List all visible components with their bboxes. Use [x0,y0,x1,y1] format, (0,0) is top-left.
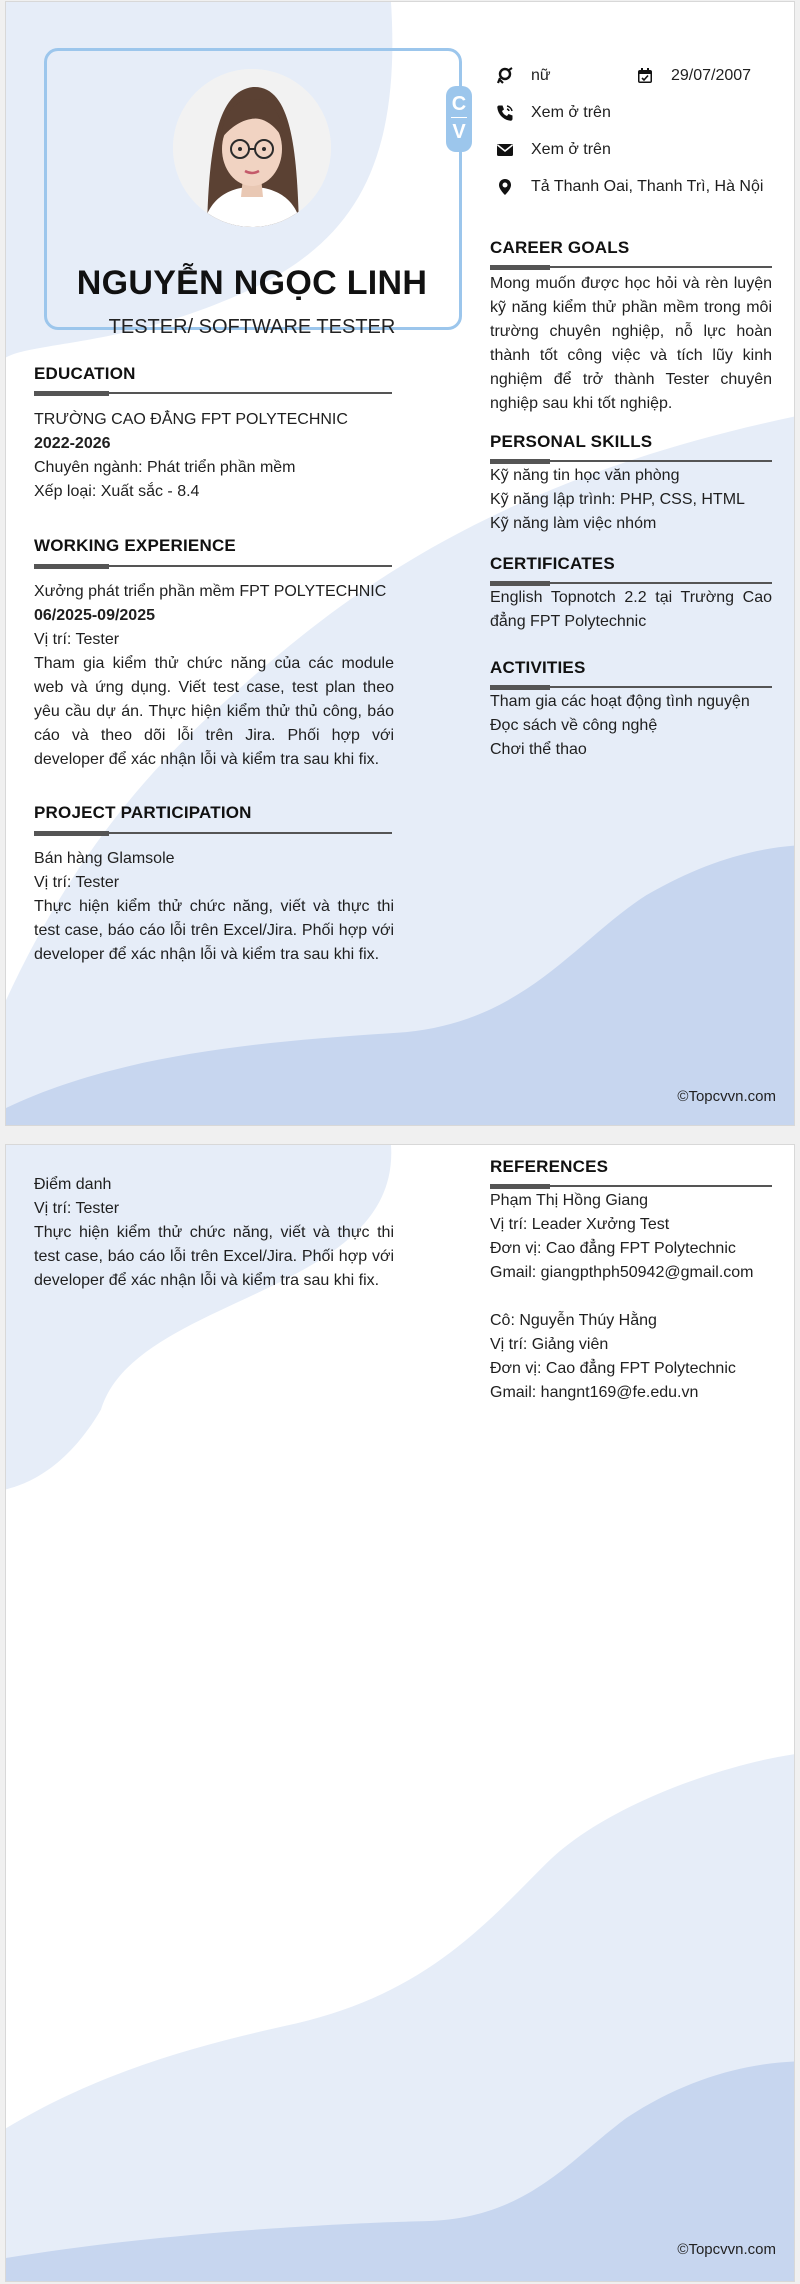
avatar [173,69,331,227]
reference-email: Gmail: hangnt169@fe.edu.vn [490,1384,699,1401]
experience-divider [34,565,392,567]
gender-value: nữ [531,67,551,84]
project-position: Vị trí: Tester [34,1200,120,1217]
reference-name: Cô: Nguyễn Thúy Hằng [490,1312,657,1329]
project-description: Thực hiện kiểm thử chức năng, viết và thực thi test case, báo cáo lỗi trên Excel/Jira. Phối hợp với developer để xác nhận lỗi và kiểm tra sau khi fix. [34,1224,394,1289]
reference-email: Gmail: giangpthph50942@gmail.com [490,1264,754,1281]
activity-item: Chơi thể thao [490,741,587,758]
project-item [34,847,394,967]
activities-list [490,690,772,762]
skills-divider [490,460,772,462]
skill-item: Kỹ năng làm việc nhóm [490,515,657,532]
avatar-photo [173,69,331,227]
reference-position: Vị trí: Leader Xưởng Test [490,1216,670,1233]
skill-item: Kỹ năng lập trình: PHP, CSS, HTML [490,491,745,508]
project-name: Bán hàng Glamsole [34,850,175,867]
experience-section [34,580,394,772]
activity-item: Tham gia các hoạt động tình nguyện [490,693,750,710]
birthday-value: 29/07/2007 [671,67,752,84]
education-heading: EDUCATION [34,364,136,383]
experience-company: Xưởng phát triển phần mềm FPT POLYTECHNIC [34,583,387,600]
email-icon [496,141,514,159]
project-description: Thực hiện kiểm thử chức năng, viết và thực thi test case, báo cáo lỗi trên Excel/Jira. Phối hợp với developer để xác nhận lỗi và kiểm tra sau khi fix. [34,898,394,963]
skills-heading: PERSONAL SKILLS [490,432,653,451]
phone-value: Xem ở trên [531,104,611,121]
experience-heading: WORKING EXPERIENCE [34,536,236,555]
activities-divider [490,686,772,688]
education-rank: Xếp loại: Xuất sắc - 8.4 [34,483,200,500]
education-major: Chuyên ngành: Phát triển phần mềm [34,459,296,476]
gender-icon [496,67,514,85]
reference-item [490,1189,790,1285]
activities-heading: ACTIVITIES [490,658,586,677]
phone-icon [496,104,514,122]
calendar-icon [636,67,654,85]
education-divider [34,392,392,394]
experience-position: Vị trí: Tester [34,631,120,648]
reference-org: Đơn vị: Cao đẳng FPT Polytechnic [490,1240,736,1257]
activity-item: Đọc sách về công nghệ [490,717,658,734]
experience-description: Tham gia kiểm thử chức năng của các module web và ứng dụng. Viết test case, test plan theo yêu cầu dự án. Thực hiện kiểm thử thủ công, báo cáo và theo dõi lỗi trên Jira. Phối hợp với developer để xác nhận lỗi và kiểm tra sau khi fix. [34,655,394,768]
reference-item [490,1309,790,1405]
address-value: Tả Thanh Oai, Thanh Trì, Hà Nội [531,178,764,195]
project-item [34,1173,394,1293]
skill-item: Kỹ năng tin học văn phòng [490,467,680,484]
certificates-divider [490,582,772,584]
reference-name: Phạm Thị Hồng Giang [490,1192,649,1209]
projects-heading: PROJECT PARTICIPATION [34,803,252,822]
cv-badge-letter-c: C [451,93,467,115]
education-school: TRƯỜNG CAO ĐẲNG FPT POLYTECHNIC [34,411,348,428]
career-goals-heading: CAREER GOALS [490,238,630,257]
email-value: Xem ở trên [531,141,611,158]
project-name: Điểm danh [34,1176,112,1193]
project-position: Vị trí: Tester [34,874,120,891]
cv-badge-divider [451,117,467,118]
references-divider [490,1185,772,1187]
cv-badge-letter-v: V [452,121,466,143]
candidate-name: NGUYỄN NGỌC LINH [76,264,428,302]
career-goals-divider [490,266,772,268]
cv-page-2 [5,1144,795,2282]
experience-period: 06/2025-09/2025 [34,607,155,624]
education-section [34,408,394,504]
education-period: 2022-2026 [34,435,111,452]
cv-page-1 [5,1,795,1126]
footer-watermark: ©Topcvvn.com [677,2241,776,2258]
career-goals-text: Mong muốn được học hỏi và rèn luyện kỹ năng kiểm thử phần mềm trong môi trường chuyên nghiệp, nỗ lực hoàn thành tốt công việc và tích lũy kinh nghiệm để trở thành Tester chuyên nghiệp sau khi tốt nghiệp. [490,275,772,412]
job-title: TESTER/ SOFTWARE TESTER [108,316,396,338]
cv-badge [446,86,472,152]
projects-divider [34,832,392,834]
reference-position: Vị trí: Giảng viên [490,1336,609,1353]
location-pin-icon [496,178,514,196]
certificates-heading: CERTIFICATES [490,554,615,573]
footer-watermark: ©Topcvvn.com [677,1088,776,1105]
references-heading: REFERENCES [490,1157,609,1176]
reference-org: Đơn vị: Cao đẳng FPT Polytechnic [490,1360,736,1377]
certificates-text: English Topnotch 2.2 tại Trường Cao đẳng FPT Polytechnic [490,589,772,630]
skills-list [490,464,772,536]
